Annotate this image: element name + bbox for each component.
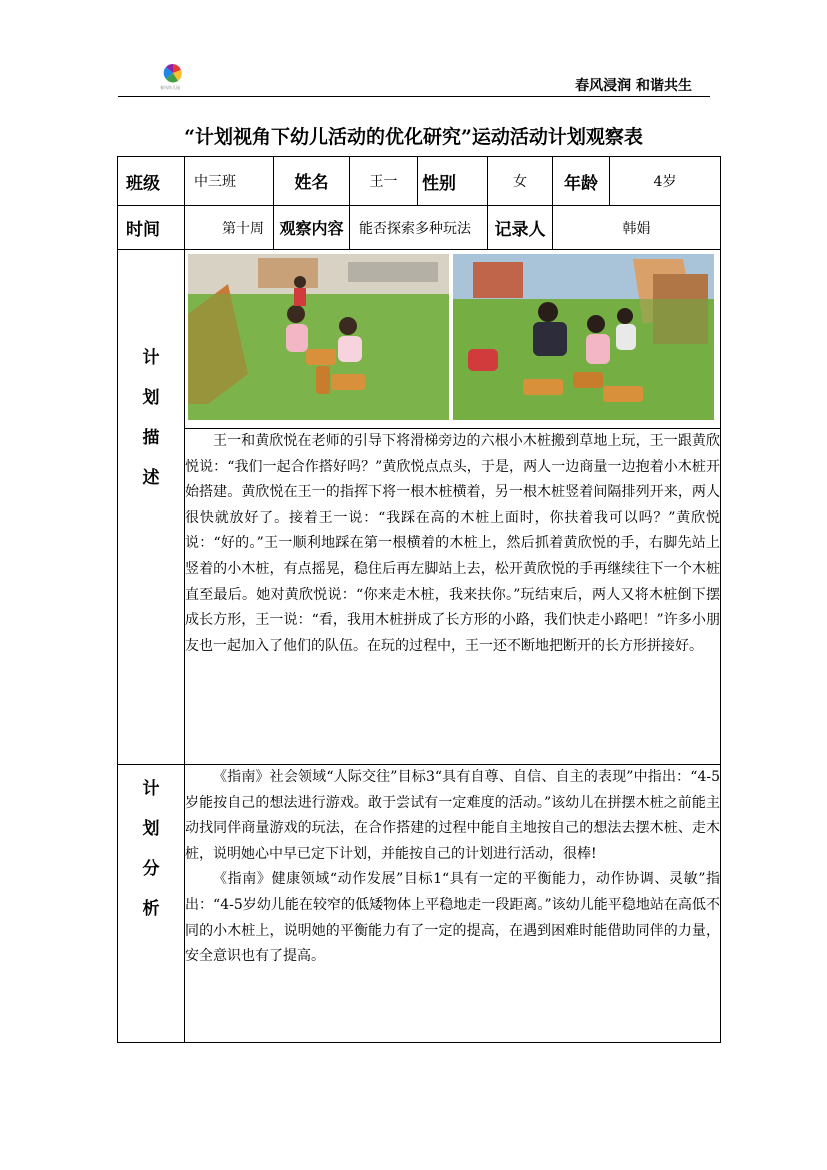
kindergarten-logo xyxy=(162,62,184,84)
plan-description-text: 王一和黄欣悦在老师的引导下将滑梯旁边的六根小木桩搬到草地上玩，王一跟黄欣悦说：“我们一起合作搭好吗？”黄欣悦点点头，于是，两人一边商量一边抱着小木桩开始搭建。黄欣悦在王一的指挥下将一根木桩横着，另一根木桩竖着间隔排列开来，两人很快就放好了。接着王一说：“我踩在高的木桩上面时，你扶着我可以吗？”黄欣悦说：“好的。”王一顺利地踩在第一根横着的木桩上，然后抓着黄欣悦的手，右脚先站上竖着的小木桩，有点摇晃，稳住后再左脚站上去，松开黄欣悦的手再继续往下一个木桩直至最后。她对黄欣悦说：“你来走木桩，我来扶你。”玩结束后，两人又将木桩倒下摆成长方形，王一说：“看，我用木桩拼成了长方形的小路，我们快走小路吧！”许多小朋友也一起加入了他们的队伍。在玩的过程中，王一还不断地把断开的长方形拼接好。 xyxy=(185,429,721,765)
plan-description-label: 计 划 描 述 xyxy=(118,250,185,765)
plan-analysis-text xyxy=(185,765,721,1043)
recorder-label: 记录人 xyxy=(488,206,553,250)
observation-table xyxy=(117,156,721,1043)
document-title: “计划视角下幼儿活动的优化研究”运动活动计划观察表 xyxy=(184,126,643,148)
gender-label: 性别 xyxy=(418,157,488,206)
time-value: 第十周 xyxy=(185,206,274,250)
content-value: 能否探索多种玩法 xyxy=(350,206,488,250)
logo-text: 春风幼儿园 xyxy=(160,85,180,90)
age-label: 年龄 xyxy=(553,157,610,206)
class-label: 班级 xyxy=(118,157,185,206)
activity-photo-2 xyxy=(453,254,714,420)
time-label: 时间 xyxy=(118,206,185,250)
name-label: 姓名 xyxy=(274,157,350,206)
name-value: 王一 xyxy=(350,157,418,206)
plan-analysis-label: 计 划 分 析 xyxy=(118,765,185,1043)
content-label: 观察内容 xyxy=(274,206,350,250)
page-header xyxy=(118,58,710,97)
class-value: 中三班 xyxy=(185,157,274,206)
activity-photo-1 xyxy=(188,254,449,420)
recorder-value: 韩娟 xyxy=(553,206,721,250)
activity-photos xyxy=(185,250,721,429)
analysis-paragraph: 《指南》健康领域“动作发展”目标1“具有一定的平衡能力，动作协调、灵敏”指出：“4-5岁幼儿能在较窄的低矮物体上平稳地走一段距离。”该幼儿能平稳地站在高低不同的小木桩上，说明她的平衡能力有了一定的提高，在遇到困难时能借助同伴的力量，安全意识也有了提高。 xyxy=(185,871,720,965)
gender-value: 女 xyxy=(488,157,553,206)
age-value: 4岁 xyxy=(610,157,721,206)
analysis-paragraph: 《指南》社会领域“人际交往”目标3“具有自尊、自信、自主的表现”中指出：“4-5岁能按自己的想法进行游戏。敢于尝试有一定难度的活动。”该幼儿在拼摆木桩之前能主动找同伴商量游戏的玩法，在合作搭建的过程中能自主地按自己的想法去摆木桩、走木桩，说明她心中早已定下计划，并能按自己的计划进行活动，很棒! xyxy=(185,769,720,862)
header-motto: 春风浸润 和谐共生 xyxy=(575,78,692,94)
